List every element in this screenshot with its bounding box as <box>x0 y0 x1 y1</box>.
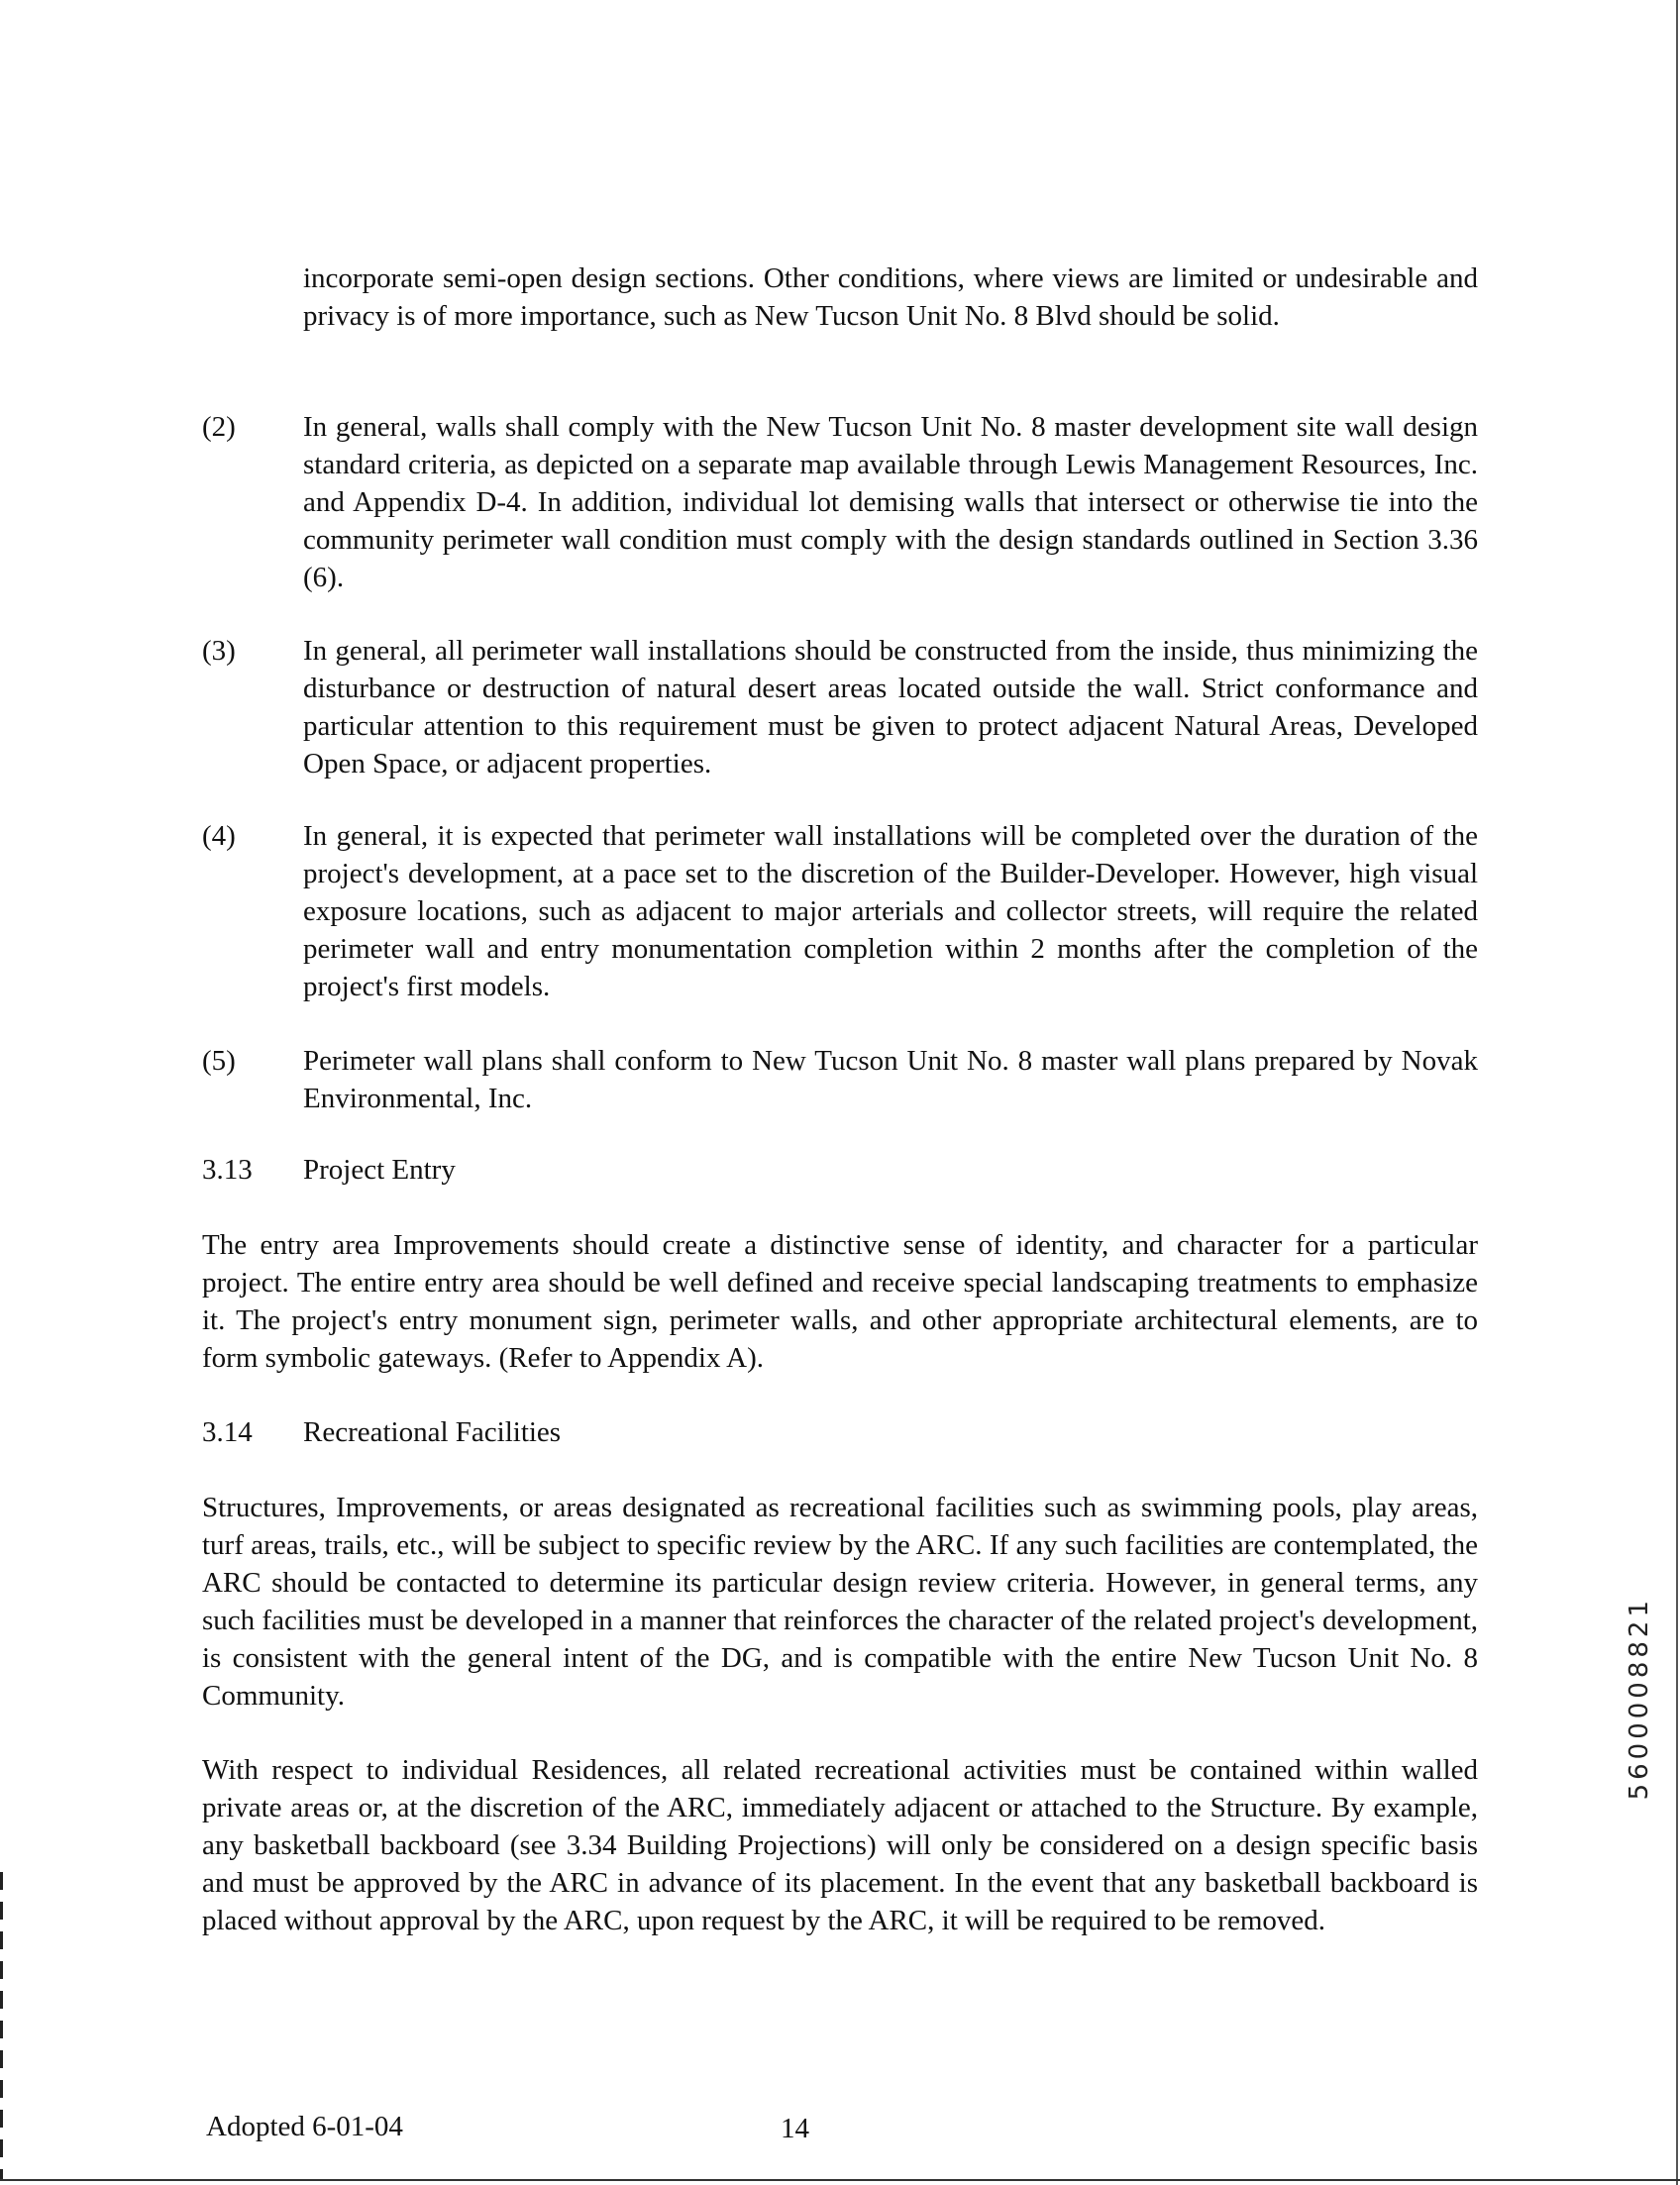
section-heading-3-14 <box>202 1413 561 1451</box>
scan-bottom-edge <box>0 2179 1680 2181</box>
project-entry-paragraph: The entry area Improvements should create a distinctive sense of identity, and character for a particular project. The entire entry area should be well defined and receive special landscaping treatments to emphasize it. The project's entry monument sign, perimeter walls, and other appropriate architectural elements, are to form symbolic gateways. (Refer to Appendix A). <box>202 1229 1478 1374</box>
section-title: Recreational Facilities <box>303 1416 562 1448</box>
item-number: (2) <box>202 411 236 443</box>
item-text: In general, all perimeter wall installations should be constructed from the inside, thus minimizing the disturbance or destruction of natural desert areas located outside the wall. Strict conformance and particular attention to this requirement must be given to protect adjacent Natural Areas, Developed Open Space, or adjacent properties. <box>303 635 1478 780</box>
list-item-3 <box>202 632 1478 782</box>
section-title: Project Entry <box>303 1154 456 1186</box>
item-text: In general, it is expected that perimeter wall installations will be completed over the duration of the project's development, at a pace set to the discretion of the Builder-Developer. However, high visual exposure locations, such as adjacent to major arterials and collector streets, will require the related perimeter wall and entry monumentation completion within 2 months after the completion of the project's first models. <box>303 820 1478 1002</box>
adopted-date: Adopted 6-01-04 <box>206 2111 403 2142</box>
item-number: (4) <box>202 820 236 852</box>
recreational-facilities-paragraph: Structures, Improvements, or areas designated as recreational facilities such as swimming pools, play areas, turf areas, trails, etc., will be subject to specific review by the ARC. If any such facilities are contemplated, the ARC should be contacted to determine its particular design review criteria. However, in general terms, any such facilities must be developed in a manner that reinforces the character of the related project's development, is consistent with the general intent of the DG, and is compatible with the entire New Tucson Unit No. 8 Community. <box>202 1492 1478 1712</box>
section-number: 3.13 <box>202 1154 253 1186</box>
list-item-5 <box>202 1042 1478 1117</box>
section-number: 3.14 <box>202 1416 253 1448</box>
list-item-2 <box>202 408 1478 596</box>
item-number: (5) <box>202 1045 236 1077</box>
residences-paragraph: With respect to individual Residences, all related recreational activities must be contained within walled private areas or, at the discretion of the ARC, immediately adjacent or attached to the Structure. By example, any basketball backboard (see 3.34 Building Projections) will only be considered on a design specific basis and must be approved by the ARC in advance of its placement. In the event that any basketball backboard is placed without approval by the ARC, upon request by the ARC, it will be required to be removed. <box>202 1754 1478 1936</box>
page-number: 14 <box>781 2113 809 2144</box>
item-text: In general, walls shall comply with the New Tucson Unit No. 8 master development site wall design standard criteria, as depicted on a separate map available through Lewis Management Resources, Inc. and Appendix D-4. In addition, individual lot demising walls that intersect or otherwise tie into the community perimeter wall condition must comply with the design standards outlined in Section 3.36 (6). <box>303 411 1478 593</box>
scan-right-edge <box>1676 0 1678 2185</box>
item-number: (3) <box>202 635 236 667</box>
bates-number: 5600008821 <box>1625 1597 1654 1801</box>
section-heading-3-13 <box>202 1151 456 1189</box>
list-item-4 <box>202 817 1478 1005</box>
scan-edge-marks <box>0 1872 3 2179</box>
item-text: Perimeter wall plans shall conform to New Tucson Unit No. 8 master wall plans prepared by Novak Environmental, Inc. <box>303 1045 1478 1114</box>
continuation-paragraph: incorporate semi-open design sections. Other conditions, where views are limited or undesirable and privacy is of more importance, such as New Tucson Unit No. 8 Blvd should be solid. <box>303 262 1478 332</box>
